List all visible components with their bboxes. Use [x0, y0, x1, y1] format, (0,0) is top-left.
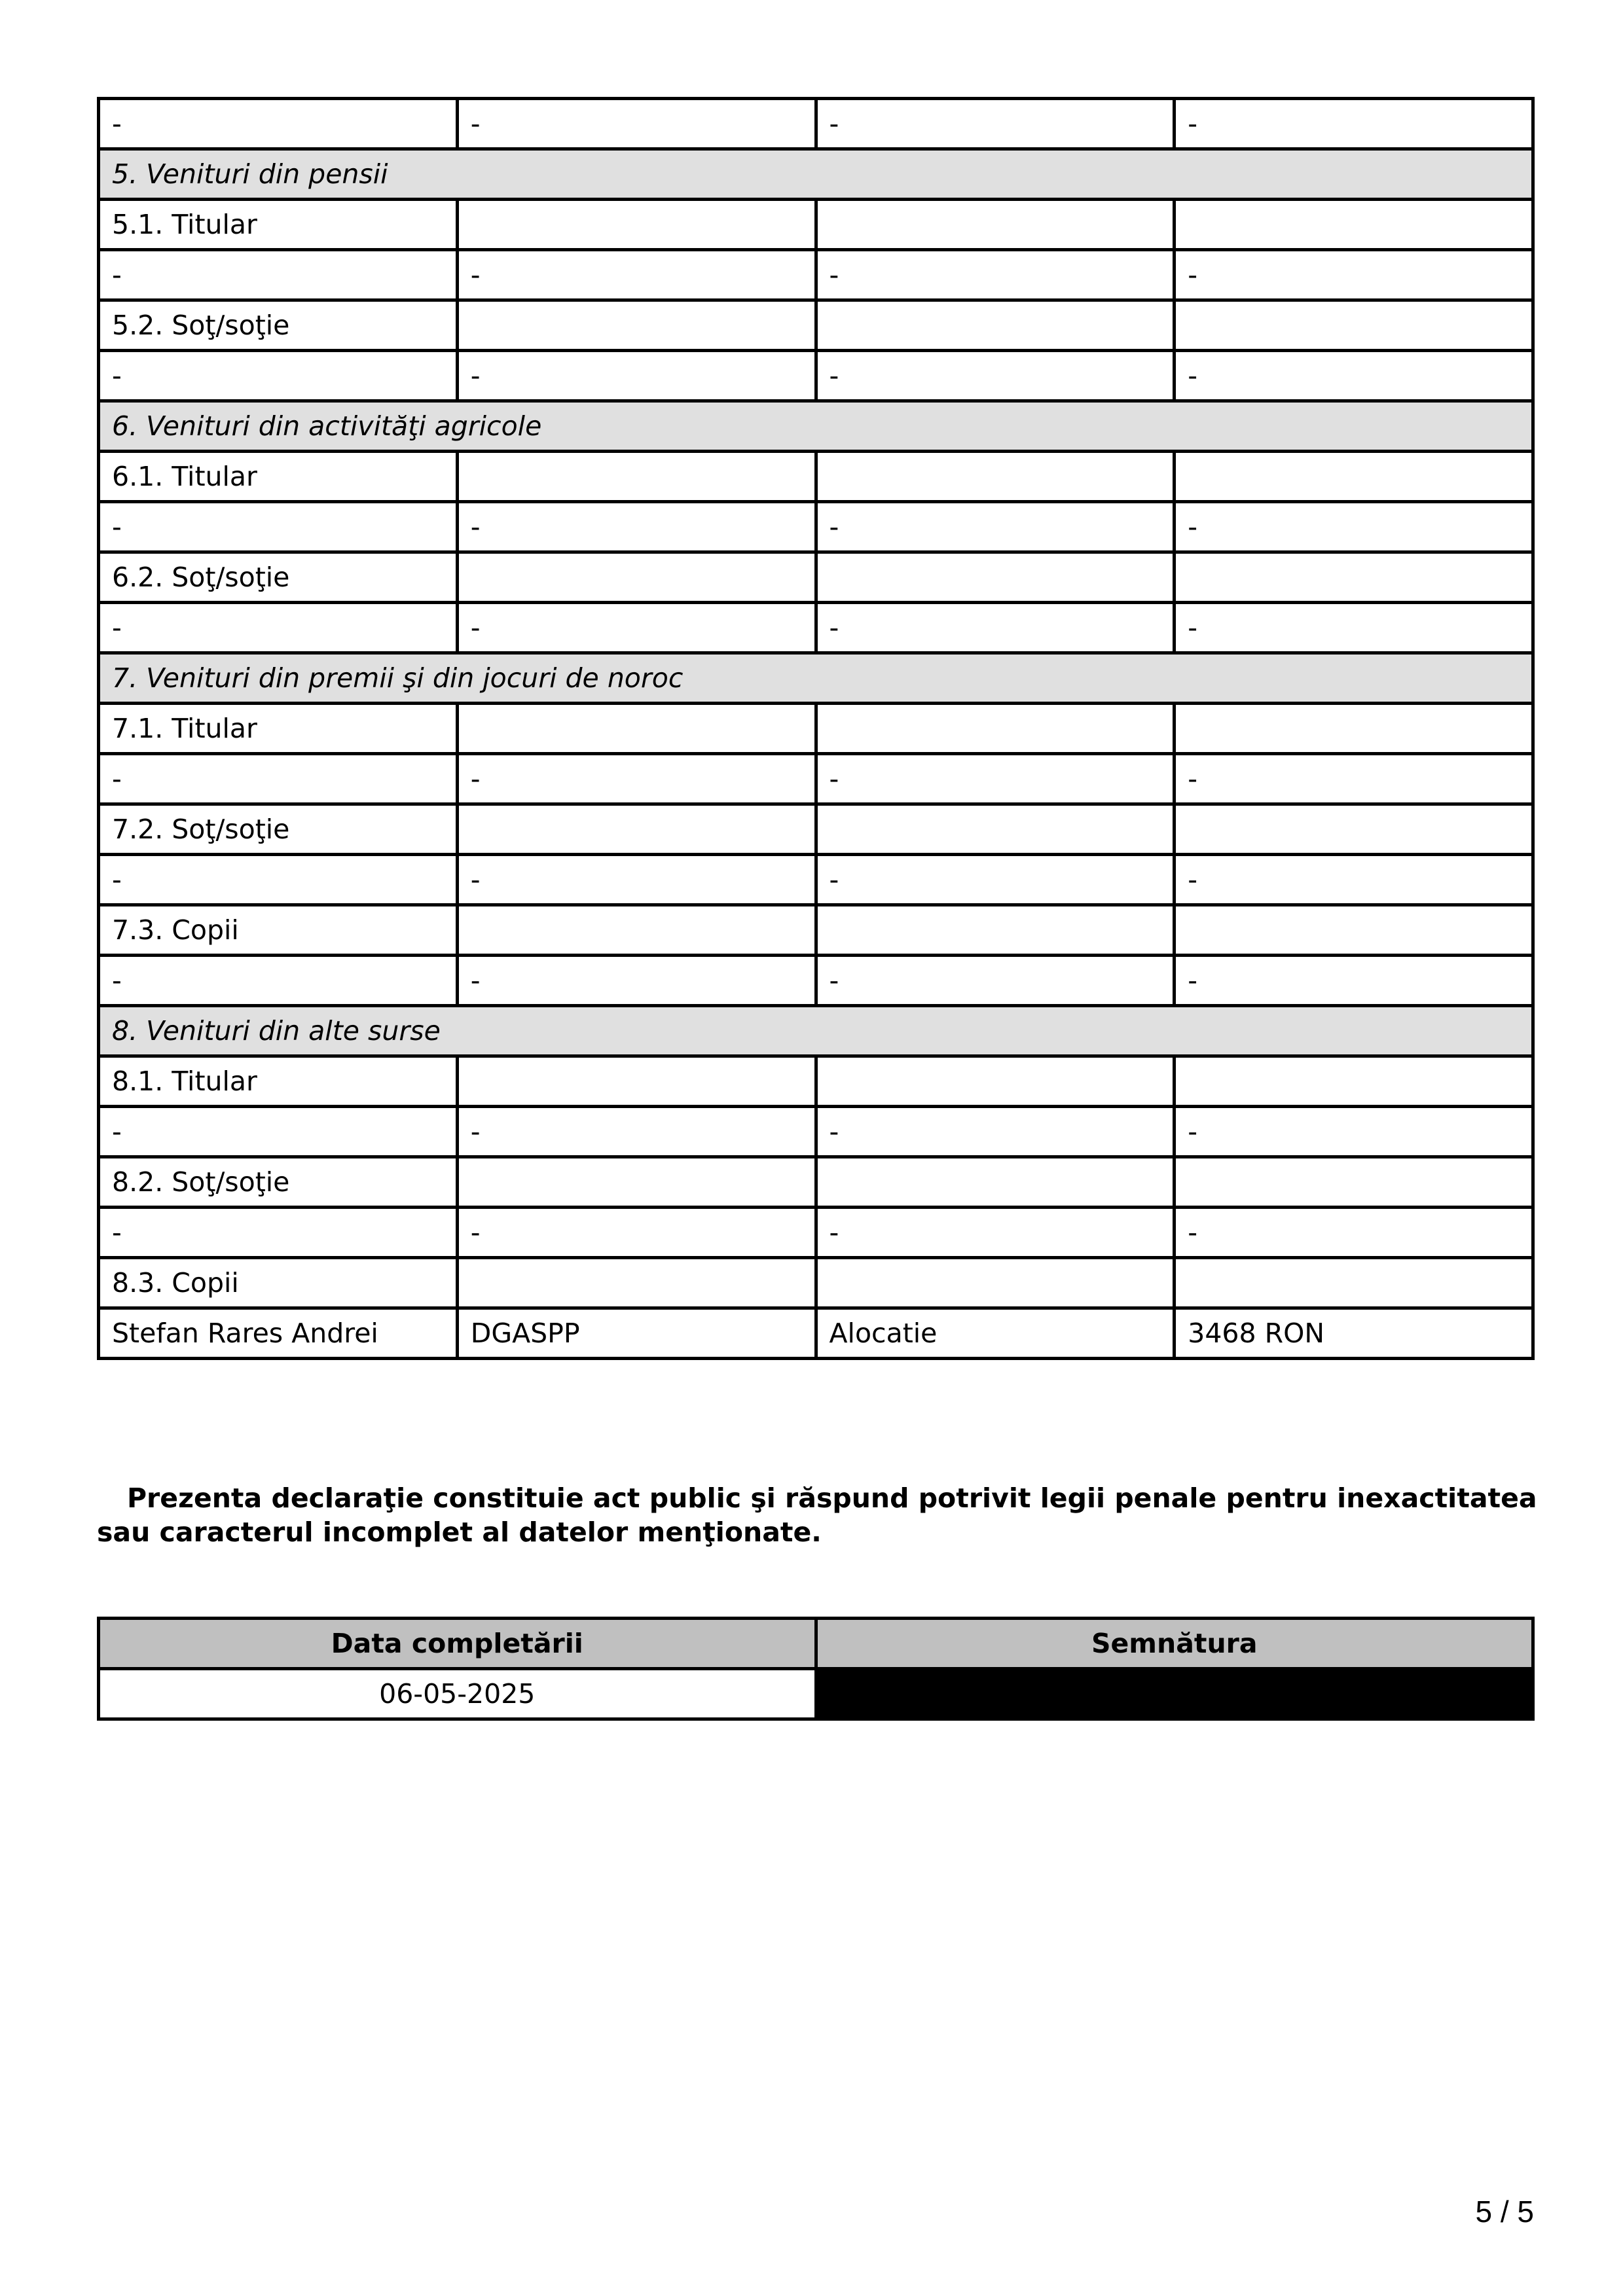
table-cell: - [457, 99, 816, 149]
table-row [99, 502, 1533, 552]
table-cell: - [457, 250, 816, 300]
section-header-row [99, 149, 1533, 200]
table-row [99, 99, 1533, 149]
table-cell [1175, 452, 1533, 502]
table-cell [457, 1056, 816, 1107]
table-cell: 7.2. Soţ/soţie [99, 804, 458, 855]
signature-redacted [816, 1669, 1533, 1719]
section-header-row [99, 1006, 1533, 1056]
table-cell [1175, 200, 1533, 250]
table-row [99, 351, 1533, 401]
table-cell: 6.2. Soţ/soţie [99, 552, 458, 603]
income-table [97, 97, 1535, 1360]
signature-table-header-row [99, 1619, 1533, 1669]
income-table-body [99, 99, 1533, 1359]
table-row [99, 250, 1533, 300]
table-cell [816, 1258, 1175, 1308]
table-row [99, 603, 1533, 653]
table-cell: - [99, 1208, 458, 1258]
table-cell: DGASPP [457, 1308, 816, 1359]
table-cell: - [1175, 1107, 1533, 1157]
table-cell: - [816, 754, 1175, 804]
table-cell: - [1175, 502, 1533, 552]
table-cell: 8.2. Soţ/soţie [99, 1157, 458, 1208]
table-cell: 5.1. Titular [99, 200, 458, 250]
table-cell: - [816, 1208, 1175, 1258]
table-row [99, 905, 1533, 956]
table-cell: 8.3. Copii [99, 1258, 458, 1308]
table-cell [816, 300, 1175, 351]
table-cell: 8.1. Titular [99, 1056, 458, 1107]
table-row [99, 804, 1533, 855]
date-header: Data completării [99, 1619, 816, 1669]
completion-date: 06-05-2025 [99, 1669, 816, 1719]
table-cell [1175, 1258, 1533, 1308]
table-row [99, 956, 1533, 1006]
table-cell [1175, 552, 1533, 603]
table-row [99, 855, 1533, 905]
table-cell: - [1175, 250, 1533, 300]
page-number: 5 / 5 [1475, 2195, 1534, 2229]
table-cell [457, 200, 816, 250]
table-cell: - [816, 603, 1175, 653]
table-cell: - [99, 855, 458, 905]
table-cell [816, 905, 1175, 956]
table-cell [816, 1157, 1175, 1208]
table-cell [457, 905, 816, 956]
declaration-statement: Prezenta declaraţie constituie act public şi răspund potrivit legii penale pentru inexactitatea sau caracterul incomplet al datelor menţionate. [97, 1482, 1537, 1548]
section-header: 6. Venituri din activităţi agricole [99, 401, 1533, 452]
table-row [99, 1308, 1533, 1359]
table-cell: - [1175, 351, 1533, 401]
table-cell: - [816, 351, 1175, 401]
table-cell: - [816, 99, 1175, 149]
table-cell: - [99, 99, 458, 149]
table-cell [457, 804, 816, 855]
table-cell: - [457, 1208, 816, 1258]
table-row [99, 1056, 1533, 1107]
table-cell [816, 452, 1175, 502]
table-cell: - [99, 502, 458, 552]
table-row [99, 1208, 1533, 1258]
table-cell: 7.3. Copii [99, 905, 458, 956]
section-header-row [99, 401, 1533, 452]
table-row [99, 754, 1533, 804]
table-cell: - [1175, 956, 1533, 1006]
table-cell: - [1175, 754, 1533, 804]
table-row [99, 1258, 1533, 1308]
table-cell: - [99, 956, 458, 1006]
table-cell [457, 704, 816, 754]
table-row [99, 704, 1533, 754]
section-header: 8. Venituri din alte surse [99, 1006, 1533, 1056]
table-cell: - [457, 956, 816, 1006]
table-cell [457, 300, 816, 351]
table-cell: 6.1. Titular [99, 452, 458, 502]
section-header: 7. Venituri din premii şi din jocuri de noroc [99, 653, 1533, 704]
table-cell: - [816, 956, 1175, 1006]
table-row [99, 1157, 1533, 1208]
table-cell: - [1175, 603, 1533, 653]
section-header-row [99, 653, 1533, 704]
table-cell [1175, 704, 1533, 754]
table-cell: - [99, 1107, 458, 1157]
table-cell: - [457, 603, 816, 653]
table-cell [457, 1157, 816, 1208]
table-cell: 5.2. Soţ/soţie [99, 300, 458, 351]
table-cell: 3468 RON [1175, 1308, 1533, 1359]
table-cell: Stefan Rares Andrei [99, 1308, 458, 1359]
table-row [99, 552, 1533, 603]
table-cell: - [816, 250, 1175, 300]
table-cell [816, 552, 1175, 603]
table-cell [457, 452, 816, 502]
table-cell [1175, 1056, 1533, 1107]
table-cell: - [816, 1107, 1175, 1157]
table-cell [816, 1056, 1175, 1107]
table-cell [1175, 1157, 1533, 1208]
table-cell [816, 200, 1175, 250]
table-row [99, 452, 1533, 502]
table-cell: - [1175, 99, 1533, 149]
table-row [99, 1107, 1533, 1157]
table-cell: - [816, 502, 1175, 552]
table-cell [457, 552, 816, 603]
table-cell: - [457, 855, 816, 905]
table-cell: - [1175, 1208, 1533, 1258]
signature-table-row [99, 1669, 1533, 1719]
table-cell: - [457, 351, 816, 401]
table-cell: - [99, 351, 458, 401]
table-cell: - [457, 754, 816, 804]
table-cell: - [99, 754, 458, 804]
table-cell [816, 804, 1175, 855]
table-cell: - [457, 1107, 816, 1157]
table-cell [1175, 804, 1533, 855]
table-cell [457, 1258, 816, 1308]
table-cell: - [99, 603, 458, 653]
table-cell: Alocatie [816, 1308, 1175, 1359]
table-cell: - [1175, 855, 1533, 905]
table-cell: - [457, 502, 816, 552]
table-cell: 7.1. Titular [99, 704, 458, 754]
section-header: 5. Venituri din pensii [99, 149, 1533, 200]
table-cell: - [816, 855, 1175, 905]
table-row [99, 300, 1533, 351]
table-cell [816, 704, 1175, 754]
table-row [99, 200, 1533, 250]
signature-table [97, 1617, 1535, 1721]
table-cell [1175, 300, 1533, 351]
table-cell [1175, 905, 1533, 956]
table-cell: - [99, 250, 458, 300]
signature-header: Semnătura [816, 1619, 1533, 1669]
